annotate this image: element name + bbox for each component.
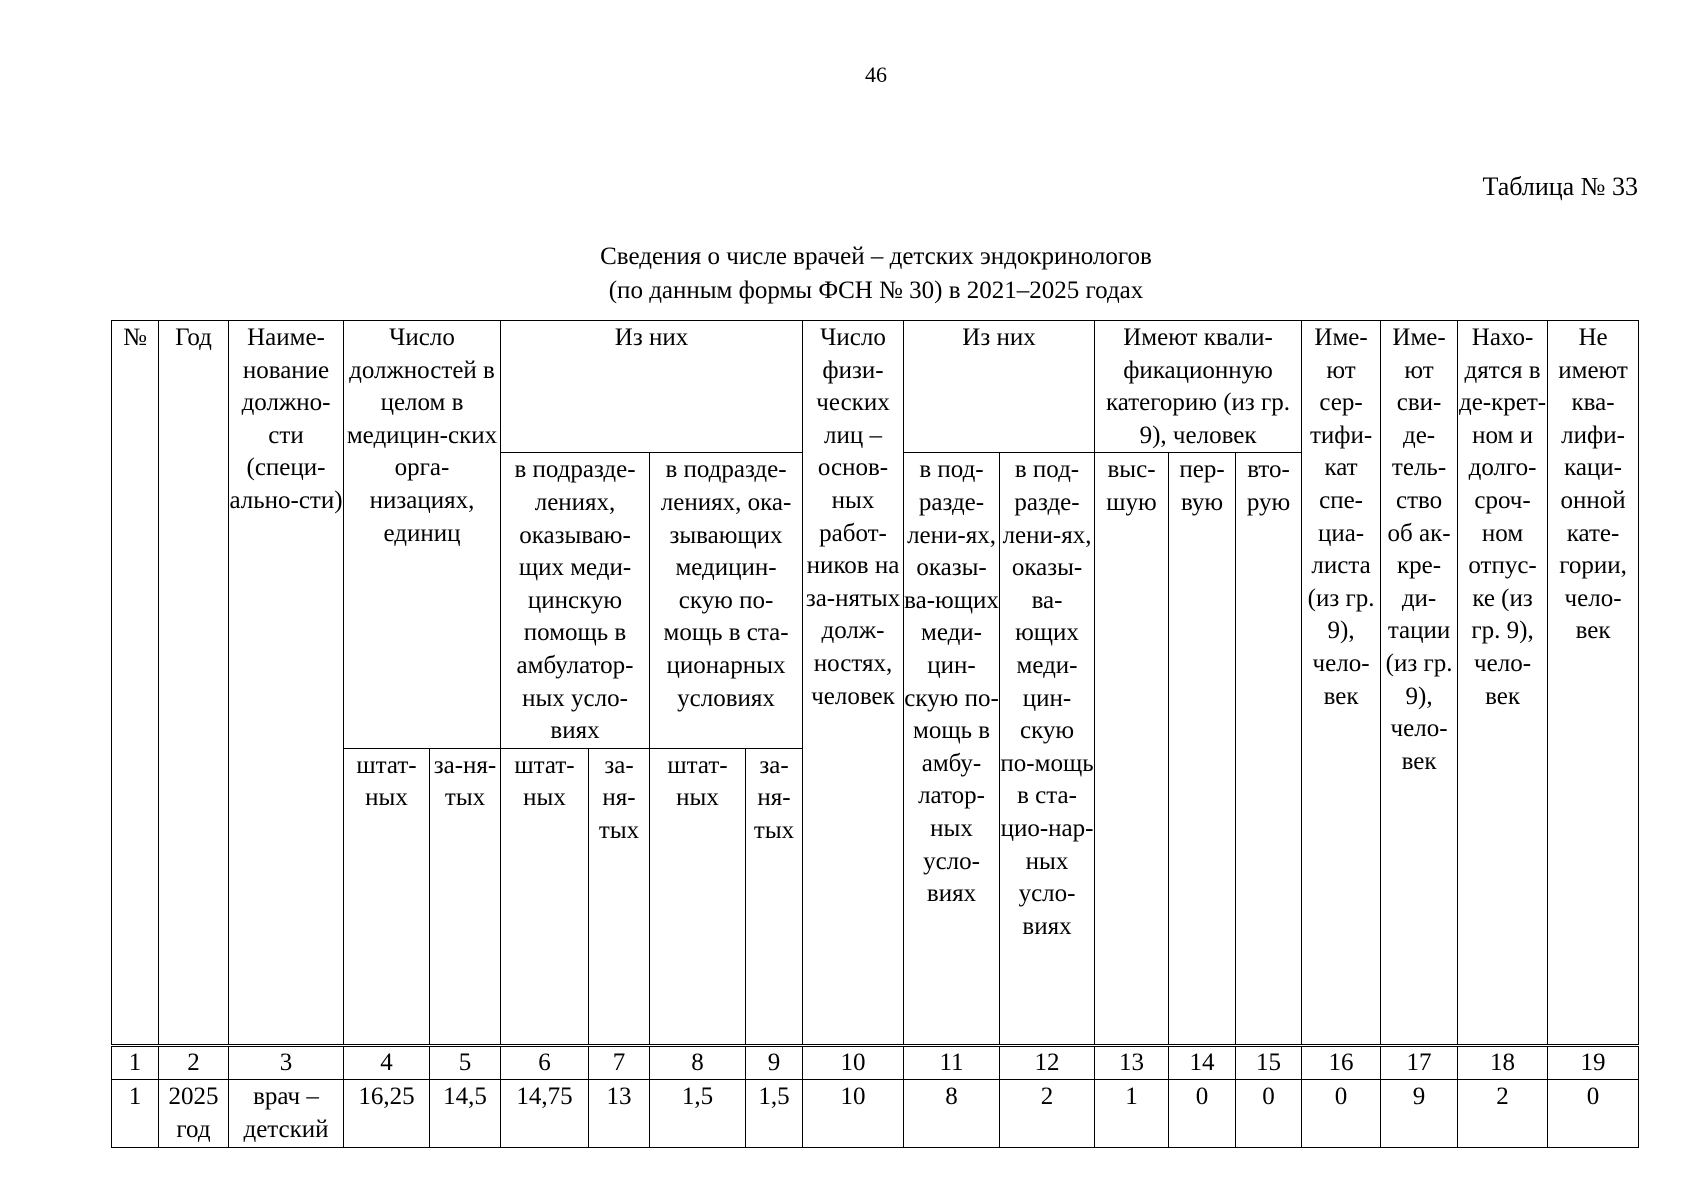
header-year: Год bbox=[159, 321, 229, 1046]
column-number: 11 bbox=[904, 1045, 1000, 1080]
cell-certificate: 0 bbox=[1302, 1080, 1381, 1147]
cell-inpatient-staff: 1,5 bbox=[650, 1080, 746, 1147]
cell-leave: 2 bbox=[1458, 1080, 1548, 1147]
column-number: 2 bbox=[159, 1045, 229, 1080]
header-certificate: Име-ют сер-тифи-кат спе-циа-листа (из гр. 9), чело-век bbox=[1302, 321, 1381, 1046]
table-title-line-1: Сведения о числе врачей – детских эндокринологов bbox=[600, 243, 1152, 270]
header-no: № bbox=[112, 321, 159, 1046]
cell-year: 2025 год bbox=[159, 1080, 229, 1147]
column-number: 13 bbox=[1095, 1045, 1169, 1080]
column-number: 17 bbox=[1381, 1045, 1458, 1080]
column-number: 4 bbox=[344, 1045, 430, 1080]
column-number: 16 bbox=[1302, 1045, 1381, 1080]
column-number: 9 bbox=[746, 1045, 803, 1080]
column-numbers-row bbox=[112, 1045, 1639, 1080]
column-number: 19 bbox=[1548, 1045, 1639, 1080]
cell-no-category: 0 bbox=[1548, 1080, 1639, 1147]
cell-persons-outpatient: 8 bbox=[904, 1080, 1000, 1147]
column-number: 6 bbox=[501, 1045, 589, 1080]
header-leave: Нахо-дятся в де-крет-ном и долго-сроч-ном отпус-ке (из гр. 9), чело-век bbox=[1458, 321, 1548, 1046]
page-number: 46 bbox=[865, 62, 887, 87]
column-number: 8 bbox=[650, 1045, 746, 1080]
table-title bbox=[200, 240, 1552, 308]
column-number: 7 bbox=[589, 1045, 650, 1080]
cell-no: 1 bbox=[112, 1080, 159, 1147]
header-outpatient-units: в подразде-лениях, оказываю-щих меди-цинскую помощь в амбулатор-ных усло-виях bbox=[501, 453, 650, 748]
header-positions-total: Число должностей в целом в медицин-ских орга-низациях, единиц bbox=[344, 321, 501, 749]
table-title-line-2: (по данным формы ФСН № 30) в 2021–2025 годах bbox=[608, 277, 1144, 304]
cell-positions-occupied: 14,5 bbox=[430, 1080, 501, 1147]
header-position-name: Наиме-нование должно-сти (специ-ально-сти) bbox=[229, 321, 344, 1046]
header-of-them-persons: Из них bbox=[904, 321, 1095, 453]
column-number: 3 bbox=[229, 1045, 344, 1080]
header-second-category: вто-рую bbox=[1236, 453, 1302, 1045]
header-occupied-total: за-ня-тых bbox=[430, 748, 501, 1045]
header-no-category: Не имеют ква-лифи-каци-онной кате-гории, чело-век bbox=[1548, 321, 1639, 1046]
column-number: 15 bbox=[1236, 1045, 1302, 1080]
header-qualification-category: Имеют квали-фикационную категорию (из гр. 9), человек bbox=[1095, 321, 1302, 453]
table-row bbox=[112, 1080, 1639, 1147]
cell-persons-inpatient: 2 bbox=[1000, 1080, 1095, 1147]
cell-first: 0 bbox=[1169, 1080, 1236, 1147]
header-persons-inpatient: в под-разде-лени-ях, оказы-ва-ющих меди-цин-скую по-мощь в ста-цио-нар-ных усло-виях bbox=[1000, 453, 1095, 1045]
cell-physical-persons: 10 bbox=[803, 1080, 904, 1147]
column-number: 1 bbox=[112, 1045, 159, 1080]
header-occupied-outpatient: за-ня-тых bbox=[589, 748, 650, 1045]
cell-highest: 1 bbox=[1095, 1080, 1169, 1147]
header-of-them-positions: Из них bbox=[501, 321, 803, 453]
header-physical-persons: Число физи-ческих лиц – основ-ных работ-ников на за-нятых долж-ностях, человек bbox=[803, 321, 904, 1046]
cell-accreditation: 9 bbox=[1381, 1080, 1458, 1147]
header-staff-total: штат-ных bbox=[344, 748, 430, 1045]
header-inpatient-units: в подразде-лениях, ока-зывающих медицин-скую по-мощь в ста-ционарных условиях bbox=[650, 453, 803, 748]
cell-outpatient-staff: 14,75 bbox=[501, 1080, 589, 1147]
column-number: 18 bbox=[1458, 1045, 1548, 1080]
header-accreditation: Име-ют сви-де-тель-ство об ак-кре-ди-тации (из гр. 9), чело-век bbox=[1381, 321, 1458, 1046]
header-staff-outpatient: штат-ных bbox=[501, 748, 589, 1045]
cell-positions-staff: 16,25 bbox=[344, 1080, 430, 1147]
column-number: 14 bbox=[1169, 1045, 1236, 1080]
cell-second: 0 bbox=[1236, 1080, 1302, 1147]
physicians-table bbox=[111, 320, 1639, 1148]
cell-position-name: врач – детский bbox=[229, 1080, 344, 1147]
header-highest-category: выс-шую bbox=[1095, 453, 1169, 1045]
header-first-category: пер-вую bbox=[1169, 453, 1236, 1045]
header-persons-outpatient: в под-разде-лени-ях, оказы-ва-ющих меди-цин-скую по-мощь в амбу-латор-ных усло-виях bbox=[904, 453, 1000, 1045]
table-number: Таблица № 33 bbox=[1482, 172, 1638, 201]
header-occupied-inpatient: за-ня-тых bbox=[746, 748, 803, 1045]
column-number: 10 bbox=[803, 1045, 904, 1080]
header-staff-inpatient: штат-ных bbox=[650, 748, 746, 1045]
cell-outpatient-occupied: 13 bbox=[589, 1080, 650, 1147]
cell-inpatient-occupied: 1,5 bbox=[746, 1080, 803, 1147]
column-number: 5 bbox=[430, 1045, 501, 1080]
column-number: 12 bbox=[1000, 1045, 1095, 1080]
